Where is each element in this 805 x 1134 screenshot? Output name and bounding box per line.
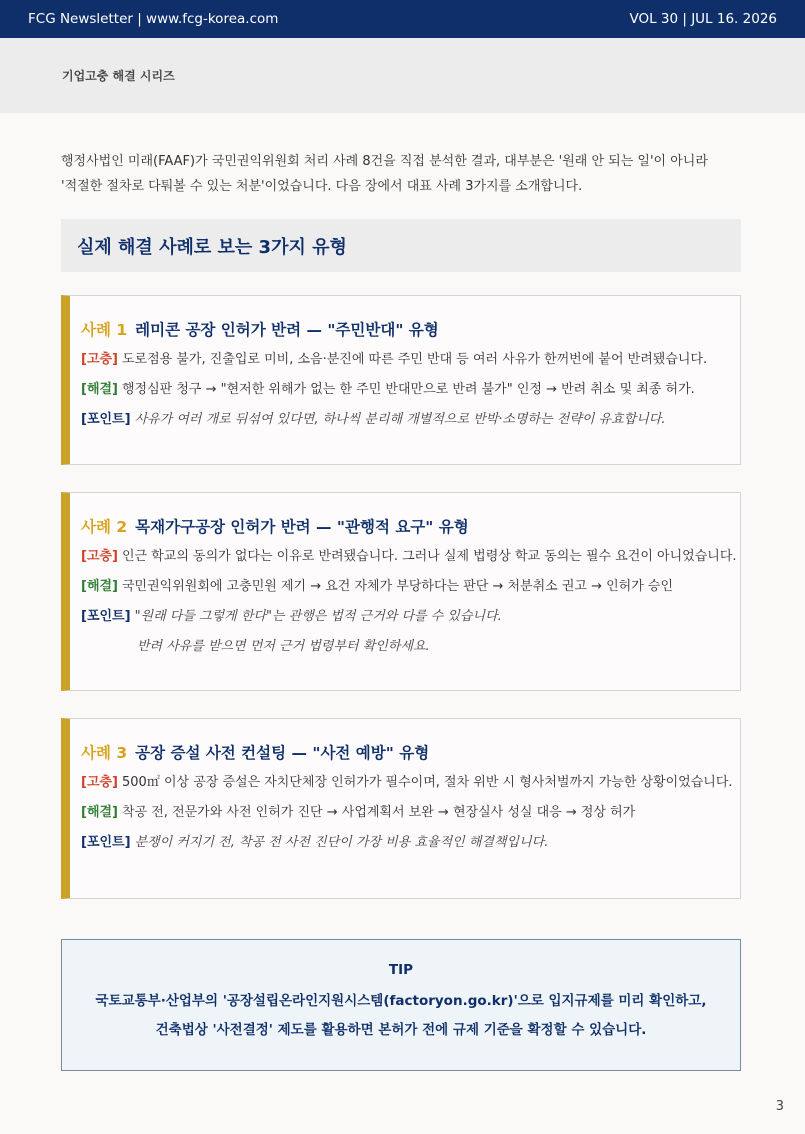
case-title xyxy=(81,741,730,763)
problem-tag: [고충] xyxy=(81,352,118,367)
tip-line-1: 국토교통부·산업부의 '공장설립온라인지원시스템(factoryon.go.kr)'으로 입지규제를 미리 확인하고, xyxy=(95,993,707,1009)
page-number: 3 xyxy=(775,1099,784,1114)
problem-row xyxy=(81,350,730,370)
point-row xyxy=(81,410,730,430)
point-row-continued xyxy=(81,637,730,657)
problem-tag: [고충] xyxy=(81,775,118,790)
case-title xyxy=(81,515,730,537)
case-title xyxy=(81,318,730,340)
point-tag: [포인트] xyxy=(81,412,131,427)
problem-row xyxy=(81,547,737,567)
solution-text: 행정심판 청구 → "현저한 위해가 없는 한 주민 반대만으로 반려 불가" 인정 → 반려 취소 및 최종 허가. xyxy=(122,382,695,397)
solution-tag: [해결] xyxy=(81,382,118,397)
problem-tag: [고충] xyxy=(81,549,118,564)
intro-line-2: '적절한 절차로 다퉈볼 수 있는 처분'이었습니다. 다음 장에서 대표 사례 3가지를 소개합니다. xyxy=(61,179,583,194)
newsletter-site: FCG Newsletter | www.fcg-korea.com xyxy=(28,11,279,27)
issue-info: VOL 30 | JUL 16. 2026 xyxy=(629,11,777,27)
point-text: 사유가 여러 개로 뒤섞여 있다면, 하나씩 분리해 개별적으로 반박·소명하는 전략이 유효합니다. xyxy=(134,412,666,427)
solution-row xyxy=(81,577,730,597)
solution-text: 국민권익위원회에 고충민원 제기 → 요건 자체가 부당하다는 판단 → 처분취소 권고 → 인허가 승인 xyxy=(122,579,674,594)
point-text: 분쟁이 커지기 전, 착공 전 사전 진단이 가장 비용 효율적인 해결책입니다. xyxy=(134,835,549,850)
solution-tag: [해결] xyxy=(81,579,118,594)
point-row xyxy=(81,833,730,853)
tip-line-2: 건축법상 '사전결정' 제도를 활용하면 본허가 전에 규제 기준을 확정할 수 있습니다. xyxy=(155,1022,647,1038)
section-title: 실제 해결 사례로 보는 3가지 유형 xyxy=(77,236,347,258)
case-heading: 레미콘 공장 인허가 반려 — "주민반대" 유형 xyxy=(135,321,439,339)
solution-row xyxy=(81,380,730,400)
problem-row xyxy=(81,773,733,793)
solution-tag: [해결] xyxy=(81,805,118,820)
section-heading xyxy=(61,219,741,272)
solution-row xyxy=(81,803,730,823)
tip-title: TIP xyxy=(388,962,414,978)
point-tag: [포인트] xyxy=(81,609,131,624)
case-card-2 xyxy=(61,492,741,691)
intro-paragraph xyxy=(61,149,751,199)
point-text-2: 반려 사유를 받으면 먼저 근거 법령부터 확인하세요. xyxy=(137,639,430,654)
case-card-3 xyxy=(61,718,741,899)
problem-text: 500㎡ 이상 공장 증설은 자치단체장 인허가가 필수이며, 절차 위반 시 형사처벌까지 가능한 상황이었습니다. xyxy=(122,775,733,790)
series-label: 기업고충 해결 시리즈 xyxy=(62,69,175,83)
case-heading: 목재가구공장 인허가 반려 — "관행적 요구" 유형 xyxy=(135,518,469,536)
problem-text: 도로점용 불가, 진출입로 미비, 소음·분진에 따른 주민 반대 등 여러 사유가 한꺼번에 붙어 반려됐습니다. xyxy=(122,352,708,367)
solution-text: 착공 전, 전문가와 사전 인허가 진단 → 사업계획서 보완 → 현장실사 성실 대응 → 정상 허가 xyxy=(122,805,636,820)
case-number: 사례 2 xyxy=(81,518,128,536)
newsletter-header-bar xyxy=(0,0,805,38)
point-tag: [포인트] xyxy=(81,835,131,850)
point-text: "원래 다들 그렇게 한다"는 관행은 법적 근거와 다를 수 있습니다. xyxy=(134,609,502,624)
tip-box xyxy=(61,939,741,1071)
case-number: 사례 3 xyxy=(81,744,128,762)
series-banner xyxy=(0,38,805,113)
intro-line-1: 행정사법인 미래(FAAF)가 국민권익위원회 처리 사례 8건을 직접 분석한 결과, 대부분은 '원래 안 되는 일'이 아니라 xyxy=(61,154,708,169)
problem-text: 인근 학교의 동의가 없다는 이유로 반려됐습니다. 그러나 실제 법령상 학교 동의는 필수 요건이 아니었습니다. xyxy=(122,549,737,564)
case-heading: 공장 증설 사전 컨설팅 — "사전 예방" 유형 xyxy=(135,744,430,762)
case-card-1 xyxy=(61,295,741,465)
point-row xyxy=(81,607,730,627)
case-number: 사례 1 xyxy=(81,321,128,339)
